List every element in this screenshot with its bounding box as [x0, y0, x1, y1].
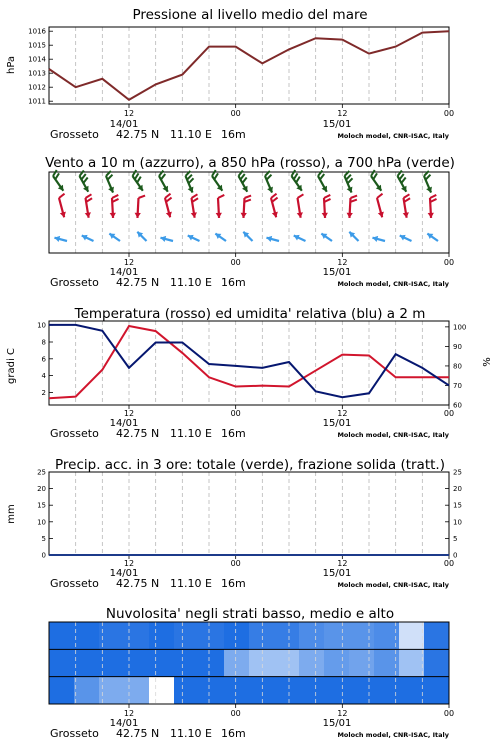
x-tick-label: 12 [337, 109, 348, 118]
y-tick-label-right: 0 [453, 551, 458, 560]
cloud-cell [199, 677, 225, 705]
date-label-left: 14/01 [109, 718, 139, 729]
x-tick-label: 00 [230, 709, 241, 718]
location-name: Grosseto [50, 727, 99, 740]
wind-10m-barb [54, 236, 67, 242]
y-tick-label: 1016 [28, 27, 46, 36]
x-tick-label: 12 [123, 709, 135, 718]
wind-850-barb [85, 194, 92, 217]
elevation: 16m [221, 427, 246, 440]
wind-700-barb [292, 170, 302, 191]
cloud-cell [274, 677, 300, 705]
location-name: Grosseto [50, 427, 99, 440]
cloud-cell [199, 649, 225, 677]
y-tick-label-right: 70 [453, 381, 462, 390]
wind-700-barb [318, 170, 327, 191]
latitude: 42.75 N [116, 577, 160, 590]
wind-850-barb [216, 195, 225, 218]
y-tick-label: 1015 [28, 41, 46, 50]
pressure-title: Pressione al livello medio del mare [132, 7, 368, 23]
longitude: 11.10 E [170, 427, 212, 440]
cloud-cell [424, 622, 450, 650]
cloud-cell [399, 622, 425, 650]
cloud-cell [324, 649, 350, 677]
x-tick-label: 00 [230, 258, 241, 267]
cloud-cell [424, 649, 450, 677]
y-tick-label: 5 [41, 534, 46, 543]
date-label-left: 14/01 [109, 568, 139, 579]
y-tick-label-right: 90 [453, 342, 462, 351]
wind-700-barb [239, 170, 248, 191]
wind-700-barb [159, 170, 168, 191]
y-axis-label: gradi C [6, 348, 17, 384]
wind-700-barb [424, 171, 432, 193]
x-tick-label: 12 [337, 709, 348, 718]
precip-panel [6, 469, 462, 591]
wind-850-barb [297, 194, 304, 217]
cloud-cell [349, 622, 375, 650]
y-tick-label: 10 [37, 321, 46, 330]
elevation: 16m [221, 577, 246, 590]
wind-title: Vento a 10 m (azzurro), a 850 hPa (rosso), a 700 hPa (verde) [45, 155, 455, 171]
wind-700-barb [106, 171, 114, 193]
cloud-cell [124, 677, 150, 705]
date-label-right: 15/01 [322, 267, 352, 278]
cloud-cell [49, 677, 75, 705]
y-tick-label-right: 20 [453, 485, 462, 494]
y-tick-label: 20 [37, 485, 46, 494]
cloud-cell [149, 622, 175, 650]
cloud-cell [199, 622, 225, 650]
latitude: 42.75 N [116, 427, 160, 440]
cloud-cell [74, 677, 100, 705]
pressure-line [49, 31, 449, 100]
date-label-right: 15/01 [322, 418, 352, 429]
cloud-cell [249, 622, 275, 650]
cloud-cell [74, 649, 100, 677]
wind-10m-barb [137, 232, 146, 241]
cloud-cell [274, 622, 300, 650]
wind-700-barb [345, 171, 353, 193]
plot-frame [49, 472, 449, 555]
cloud-cell [349, 649, 375, 677]
y-axis-label: mm [6, 504, 17, 524]
y-tick-label-right: 60 [453, 401, 462, 410]
wind-850-barb [377, 194, 384, 218]
wind-850-barb [241, 196, 251, 218]
cloud-cell [224, 677, 250, 705]
y-tick-label-right: 25 [453, 468, 462, 477]
longitude: 11.10 E [170, 577, 212, 590]
wind-10m-barb [349, 232, 358, 241]
model-credit: Moloch model, CNR-ISAC, Italy [337, 431, 449, 439]
y-tick-label: 1014 [28, 55, 46, 64]
date-label-right: 15/01 [322, 568, 352, 579]
temp-rh-title: Temperatura (rosso) ed umidita' relativa (blu) a 2 m [74, 306, 426, 322]
y-axis-label-right: % [482, 357, 493, 367]
wind-850-barb [322, 195, 331, 218]
date-label-left: 14/01 [109, 119, 139, 130]
cloud-cell [399, 677, 425, 705]
date-label-left: 14/01 [109, 267, 139, 278]
cloud-cell [49, 622, 75, 650]
y-tick-label: 0 [41, 551, 46, 560]
x-tick-label: 12 [337, 559, 348, 568]
wind-10m-barb [372, 236, 385, 242]
cloud-cell [124, 622, 150, 650]
cloud-cell [299, 622, 325, 650]
wind-10m-barb [321, 234, 332, 241]
date-label-right: 15/01 [322, 119, 352, 130]
y-tick-label: 4 [41, 372, 46, 381]
cloud-cell [99, 677, 125, 705]
x-tick-label: 12 [337, 409, 348, 418]
x-tick-label: 00 [443, 258, 455, 267]
wind-850-barb [110, 195, 119, 218]
cloud-cell [149, 649, 175, 677]
cloud-title: Nuvolosita' negli strati basso, medio e alto [105, 606, 395, 622]
wind-850-barb [403, 194, 410, 217]
cloud-cell [299, 677, 325, 705]
x-tick-label: 12 [123, 409, 135, 418]
elevation: 16m [221, 128, 246, 141]
y-tick-label: 15 [37, 501, 46, 510]
cloud-cell [49, 649, 75, 677]
x-tick-label: 00 [443, 559, 455, 568]
y-tick-label-right: 15 [453, 501, 462, 510]
wind-10m-barb [160, 236, 173, 242]
wind-700-barb [133, 170, 143, 191]
cloud-cell [349, 677, 375, 705]
x-tick-label: 12 [123, 559, 135, 568]
cloud-cell [324, 677, 350, 705]
x-tick-label: 00 [230, 409, 241, 418]
y-tick-label: 1013 [28, 69, 46, 78]
cloud-cell [174, 677, 200, 705]
plot-frame [49, 27, 449, 104]
wind-10m-barb [266, 236, 279, 242]
y-tick-label: 2 [41, 388, 46, 397]
wind-850-barb [191, 194, 198, 217]
wind-700-barb [80, 170, 89, 191]
x-tick-label: 00 [230, 559, 241, 568]
pressure-panel [6, 27, 454, 141]
wind-700-barb [53, 170, 63, 191]
location-name: Grosseto [50, 577, 99, 590]
wind-10m-barb [109, 234, 120, 241]
wind-10m-barb [427, 234, 438, 241]
wind-850-barb [165, 194, 172, 218]
wind-850-barb [347, 196, 357, 218]
longitude: 11.10 E [170, 128, 212, 141]
cloud-cell [174, 622, 200, 650]
wind-700-barb [265, 171, 273, 193]
wind-10m-barb [82, 235, 94, 241]
latitude: 42.75 N [116, 276, 160, 289]
y-tick-label: 25 [37, 468, 46, 477]
wind-10m-barb [400, 235, 412, 241]
cloud-cell [74, 622, 100, 650]
temp-rh-panel [6, 321, 493, 440]
wind-10m-barb [243, 232, 252, 241]
y-tick-label-right: 100 [453, 323, 467, 332]
cloud-cell [174, 649, 200, 677]
y-tick-label: 8 [41, 338, 46, 347]
longitude: 11.10 E [170, 727, 212, 740]
cloud-cell [124, 649, 150, 677]
y-tick-label: 6 [41, 355, 46, 364]
wind-700-barb [212, 170, 222, 191]
model-credit: Moloch model, CNR-ISAC, Italy [337, 581, 449, 589]
x-tick-label: 00 [443, 409, 455, 418]
cloud-cell [249, 649, 275, 677]
model-credit: Moloch model, CNR-ISAC, Italy [337, 280, 449, 288]
latitude: 42.75 N [116, 727, 160, 740]
wind-850-barb [135, 196, 145, 218]
x-tick-label: 00 [443, 109, 455, 118]
cloud-cell [424, 677, 450, 705]
date-label-right: 15/01 [322, 718, 352, 729]
y-tick-label: 10 [37, 518, 46, 527]
cloud-cell [99, 622, 125, 650]
longitude: 11.10 E [170, 276, 212, 289]
elevation: 16m [221, 276, 246, 289]
x-tick-label: 12 [337, 258, 348, 267]
temperature-line [49, 326, 449, 398]
cloud-cell [249, 677, 275, 705]
y-tick-label-right: 10 [453, 518, 462, 527]
cloud-cell [149, 677, 175, 705]
y-tick-label: 1011 [28, 97, 46, 106]
model-credit: Moloch model, CNR-ISAC, Italy [337, 132, 449, 140]
wind-850-barb [59, 194, 66, 218]
wind-10m-barb [188, 235, 200, 241]
wind-10m-barb [215, 234, 226, 241]
cloud-panel [49, 622, 454, 740]
cloud-cell [224, 622, 250, 650]
model-credit: Moloch model, CNR-ISAC, Italy [337, 731, 449, 739]
cloud-cell [299, 649, 325, 677]
y-tick-label-right: 5 [453, 534, 458, 543]
x-tick-label: 12 [123, 258, 135, 267]
location-name: Grosseto [50, 276, 99, 289]
wind-700-barb [371, 170, 381, 191]
wind-10m-barb [294, 235, 306, 241]
y-tick-label: 1012 [28, 83, 46, 92]
x-tick-label: 00 [230, 109, 241, 118]
elevation: 16m [221, 727, 246, 740]
precip-title: Precip. acc. in 3 ore: totale (verde), frazione solida (tratt.) [55, 457, 445, 473]
wind-850-barb [271, 194, 278, 218]
y-axis-label: hPa [6, 55, 17, 75]
x-tick-label: 12 [123, 109, 135, 118]
x-tick-label: 00 [443, 709, 455, 718]
cloud-cell [224, 649, 250, 677]
latitude: 42.75 N [116, 128, 160, 141]
wind-panel [49, 170, 454, 289]
date-label-left: 14/01 [109, 418, 139, 429]
y-tick-label-right: 80 [453, 362, 462, 371]
cloud-cell [274, 649, 300, 677]
wind-850-barb [428, 195, 437, 218]
location-name: Grosseto [50, 128, 99, 141]
cloud-cell [99, 649, 125, 677]
wind-700-barb [186, 171, 194, 193]
cloud-cell [399, 649, 425, 677]
cloud-cell [324, 622, 350, 650]
wind-700-barb [398, 170, 407, 191]
